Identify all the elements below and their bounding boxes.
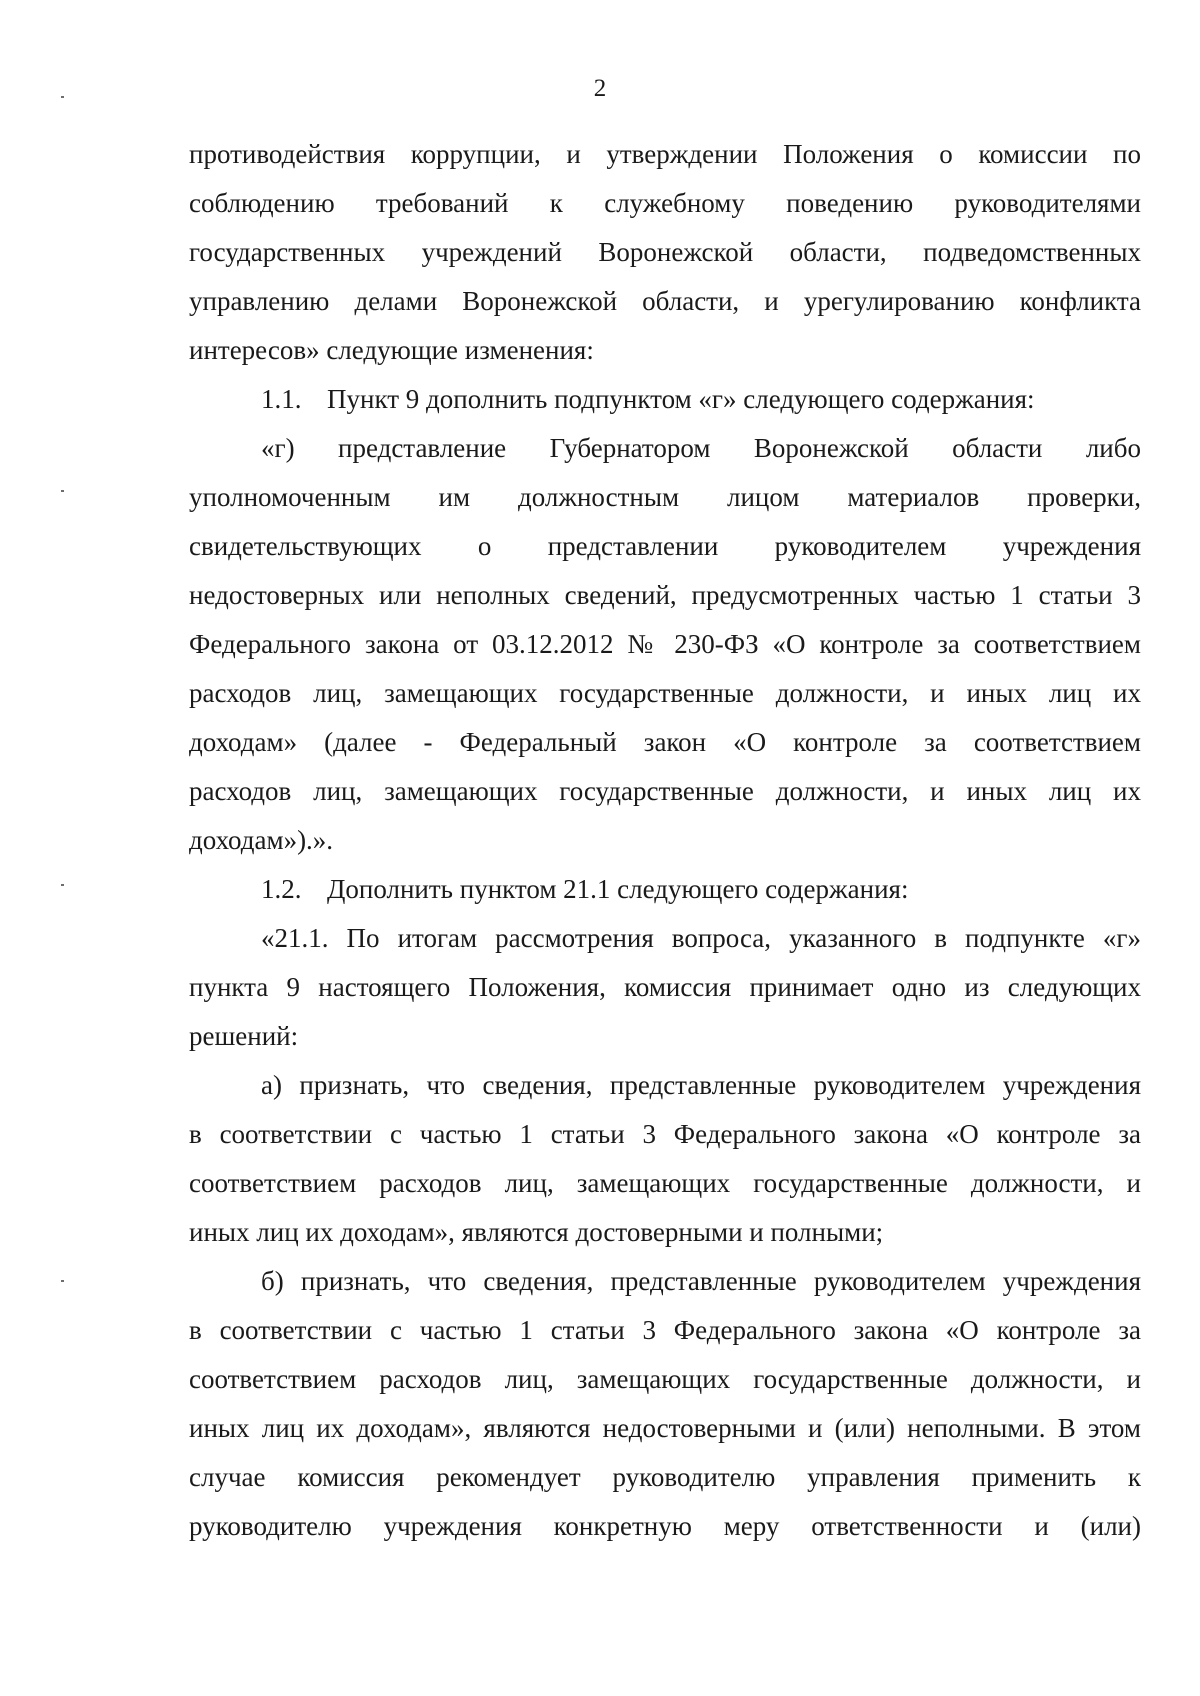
- text-line: б) признать, что сведения, представленные руководителем учреждения: [261, 1266, 1141, 1296]
- text-line: управлению делами Воронежской области, и урегулированию конфликта: [189, 286, 1141, 316]
- clause-number: 1.2.: [261, 874, 302, 904]
- clause-text: Пункт 9 дополнить подпунктом «г» следующего содержания:: [327, 384, 1035, 414]
- text-line: [189, 375, 1141, 424]
- scan-mark: [61, 490, 64, 492]
- paragraph-decision-b: [189, 1257, 1141, 1551]
- paragraph-21-1: [189, 914, 1141, 1061]
- text-line: пункта 9 настоящего Положения, комиссия принимает одно из следующих: [189, 972, 1141, 1002]
- text-line: решений:: [189, 1021, 299, 1051]
- text-line: руководителю учреждения конкретную меру ответственности и (или): [189, 1511, 1141, 1541]
- text-line: соответствием расходов лиц, замещающих государственные должности, и: [189, 1168, 1141, 1198]
- text-line: уполномоченным им должностным лицом материалов проверки,: [189, 482, 1141, 512]
- text-line: расходов лиц, замещающих государственные должности, и иных лиц их: [189, 678, 1141, 708]
- paragraph-decision-a: [189, 1061, 1141, 1257]
- scan-mark: [61, 1280, 64, 1282]
- text-line: интересов» следующие изменения:: [189, 335, 594, 365]
- text-line: соблюдению требований к служебному поведению руководителями: [189, 188, 1141, 218]
- text-line: случае комиссия рекомендует руководителю управления применить к: [189, 1462, 1141, 1492]
- paragraph-1-2: [189, 865, 1141, 914]
- text-line: иных лиц их доходам», являются недостоверными и (или) неполными. В этом: [189, 1413, 1141, 1443]
- text-line: [189, 865, 1141, 914]
- text-line: недостоверных или неполных сведений, предусмотренных частью 1 статьи 3: [189, 580, 1141, 610]
- text-line: «21.1. По итогам рассмотрения вопроса, указанного в подпункте «г»: [261, 923, 1141, 953]
- clause-text: Дополнить пунктом 21.1 следующего содержания:: [327, 874, 909, 904]
- text-line: «г) представление Губернатором Воронежской области либо: [261, 433, 1141, 463]
- text-line: доходам» (далее - Федеральный закон «О контроле за соответствием: [189, 727, 1141, 757]
- text-line: противодействия коррупции, и утверждении Положения о комиссии по: [189, 139, 1141, 169]
- paragraph-subitem-g: [189, 424, 1141, 865]
- text-line: в соответствии с частью 1 статьи 3 Федерального закона «О контроле за: [189, 1315, 1141, 1345]
- paragraph-intro: [189, 130, 1141, 375]
- text-line: Федерального закона от 03.12.2012 № 230-ФЗ «О контроле за соответствием: [189, 629, 1141, 659]
- text-line: государственных учреждений Воронежской области, подведомственных: [189, 237, 1141, 267]
- scan-mark: [61, 96, 64, 98]
- scan-mark: [61, 884, 64, 886]
- page-number: 2: [593, 75, 607, 102]
- text-line: свидетельствующих о представлении руководителем учреждения: [189, 531, 1141, 561]
- paragraph-1-1: [189, 375, 1141, 424]
- text-line: доходам»).».: [189, 825, 334, 855]
- text-line: соответствием расходов лиц, замещающих государственные должности, и: [189, 1364, 1141, 1394]
- text-line: а) признать, что сведения, представленные руководителем учреждения: [261, 1070, 1141, 1100]
- text-line: в соответствии с частью 1 статьи 3 Федерального закона «О контроле за: [189, 1119, 1141, 1149]
- text-line: иных лиц их доходам», являются достоверными и полными;: [189, 1217, 884, 1247]
- clause-number: 1.1.: [261, 384, 302, 414]
- document-text: [189, 130, 1141, 1551]
- text-line: расходов лиц, замещающих государственные должности, и иных лиц их: [189, 776, 1141, 806]
